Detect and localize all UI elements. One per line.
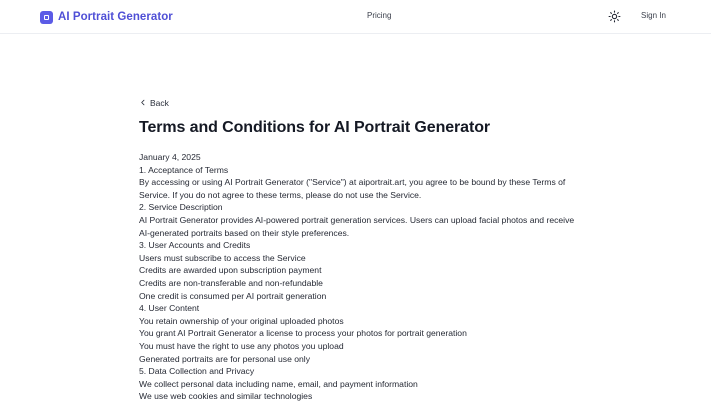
list-item: Users must subscribe to access the Service — [139, 252, 306, 263]
effective-date: January 4, 2025 — [139, 152, 201, 162]
page-title: Terms and Conditions for AI Portrait Generator — [139, 119, 490, 136]
list-item: We use web cookies and similar technologies — [139, 391, 313, 402]
terms-content — [139, 151, 579, 403]
section-body: AI Portrait Generator provides AI-powered portrait generation services. Users can upload facial photos and receive AI-generated portraits based on their style preferences. — [139, 214, 575, 238]
list-item: Generated portraits are for personal use only — [139, 353, 311, 364]
list-item: Credits are awarded upon subscription payment — [139, 265, 322, 276]
top-navbar — [0, 0, 711, 34]
brand-logo-link[interactable] — [40, 10, 173, 24]
portrait-frame-icon — [40, 11, 53, 24]
section-heading: 3. User Accounts and Credits — [139, 240, 251, 251]
list-item: Credits are non-transferable and non-refundable — [139, 277, 323, 288]
section-heading: 1. Acceptance of Terms — [139, 164, 229, 175]
list-item: You retain ownership of your original uploaded photos — [139, 315, 344, 326]
sun-icon[interactable] — [608, 10, 621, 23]
back-link[interactable] — [139, 97, 169, 108]
list-item: You grant AI Portrait Generator a license to process your photos for portrait generation — [139, 328, 467, 339]
sign-in-link[interactable]: Sign In — [641, 11, 666, 20]
brand-name: AI Portrait Generator — [58, 11, 173, 23]
chevron-left-icon — [139, 98, 147, 107]
section-heading: 4. User Content — [139, 303, 200, 314]
list-item: We collect personal data including name, email, and payment information — [139, 378, 418, 389]
list-item: You must have the right to use any photos you upload — [139, 340, 344, 351]
list-item: One credit is consumed per AI portrait generation — [139, 290, 327, 301]
nav-pricing-link[interactable]: Pricing — [367, 11, 392, 20]
back-label: Back — [150, 97, 169, 108]
section-heading: 5. Data Collection and Privacy — [139, 366, 255, 377]
section-heading: 2. Service Description — [139, 202, 223, 213]
section-body: By accessing or using AI Portrait Generator ("Service") at aiportrait.art, you agree to be bound by these Terms of Service. If you do not agree to these terms, please do not use the Service. — [139, 177, 566, 200]
